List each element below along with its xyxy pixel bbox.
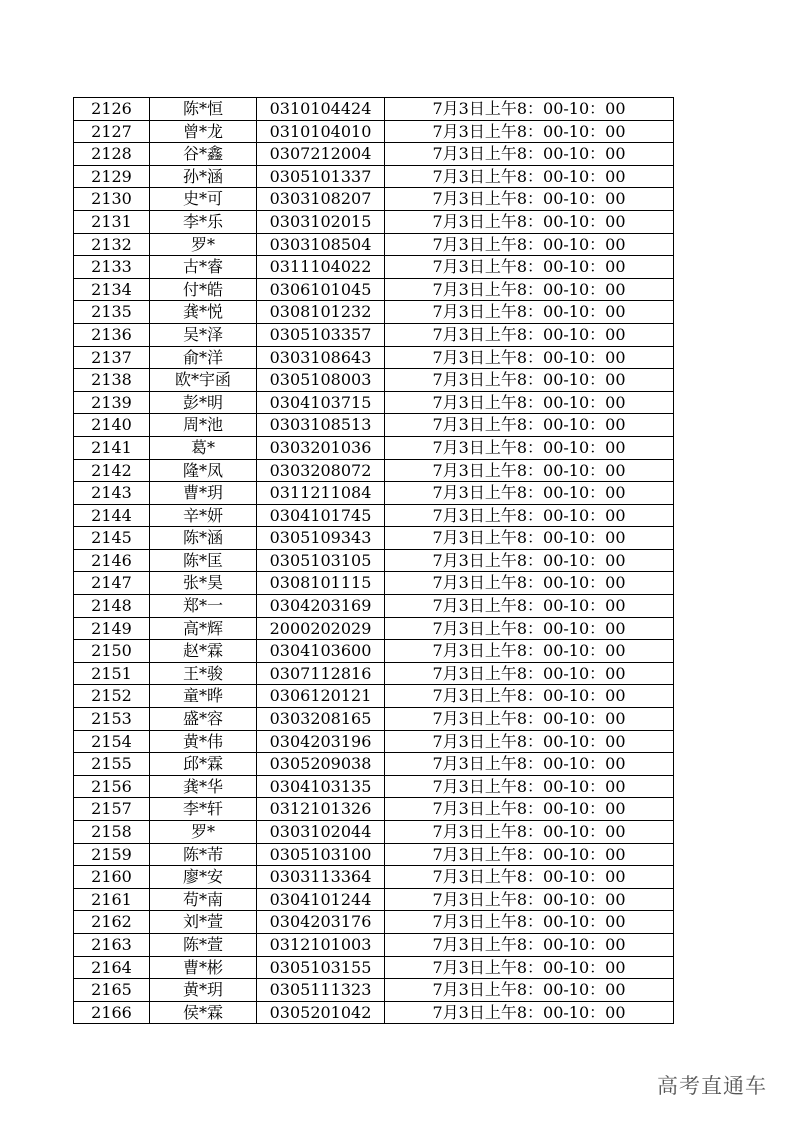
student-id-cell: 0305103105	[257, 549, 385, 572]
table-row	[74, 436, 674, 459]
student-name-cell: 陈*恒	[150, 98, 257, 121]
student-name-cell: 史*可	[150, 188, 257, 211]
student-name-cell: 葛*	[150, 436, 257, 459]
exam-time-cell: 7月3日上午8：00-10：00	[385, 933, 674, 956]
exam-time-cell: 7月3日上午8：00-10：00	[385, 843, 674, 866]
student-name-cell: 陈*匡	[150, 549, 257, 572]
student-id-cell: 0304203169	[257, 595, 385, 618]
row-number-cell: 2154	[74, 730, 150, 753]
table-row	[74, 617, 674, 640]
student-id-cell: 0310104010	[257, 120, 385, 143]
row-number-cell: 2134	[74, 278, 150, 301]
student-id-cell: 0303113364	[257, 866, 385, 889]
student-name-cell: 谷*鑫	[150, 143, 257, 166]
student-name-cell: 曹*玥	[150, 482, 257, 505]
table-row	[74, 753, 674, 776]
row-number-cell: 2152	[74, 685, 150, 708]
student-id-cell: 0305201042	[257, 1001, 385, 1024]
row-number-cell: 2163	[74, 933, 150, 956]
table-row	[74, 979, 674, 1002]
student-id-cell: 0306101045	[257, 278, 385, 301]
exam-time-cell: 7月3日上午8：00-10：00	[385, 572, 674, 595]
student-id-cell: 0303102044	[257, 821, 385, 844]
exam-time-cell: 7月3日上午8：00-10：00	[385, 866, 674, 889]
row-number-cell: 2161	[74, 888, 150, 911]
exam-time-cell: 7月3日上午8：00-10：00	[385, 595, 674, 618]
exam-time-cell: 7月3日上午8：00-10：00	[385, 323, 674, 346]
student-name-cell: 陈*涵	[150, 527, 257, 550]
student-name-cell: 李*乐	[150, 210, 257, 233]
student-id-cell: 0304101745	[257, 504, 385, 527]
row-number-cell: 2153	[74, 708, 150, 731]
student-id-cell: 0304103715	[257, 391, 385, 414]
student-id-cell: 0304203196	[257, 730, 385, 753]
exam-time-cell: 7月3日上午8：00-10：00	[385, 98, 674, 121]
exam-time-cell: 7月3日上午8：00-10：00	[385, 143, 674, 166]
table-row	[74, 482, 674, 505]
student-id-cell: 0304101244	[257, 888, 385, 911]
row-number-cell: 2130	[74, 188, 150, 211]
student-name-cell: 郑*一	[150, 595, 257, 618]
student-name-cell: 辛*妍	[150, 504, 257, 527]
row-number-cell: 2145	[74, 527, 150, 550]
exam-time-cell: 7月3日上午8：00-10：00	[385, 414, 674, 437]
row-number-cell: 2129	[74, 165, 150, 188]
row-number-cell: 2158	[74, 821, 150, 844]
table-row	[74, 1001, 674, 1024]
row-number-cell: 2133	[74, 256, 150, 279]
table-row	[74, 323, 674, 346]
student-id-cell: 0303108643	[257, 346, 385, 369]
table-row	[74, 210, 674, 233]
exam-time-cell: 7月3日上午8：00-10：00	[385, 391, 674, 414]
table-row	[74, 685, 674, 708]
row-number-cell: 2151	[74, 662, 150, 685]
student-id-cell: 0308101232	[257, 301, 385, 324]
table-row	[74, 730, 674, 753]
table-row	[74, 188, 674, 211]
watermark-text: 高考直通车	[657, 1074, 767, 1098]
student-id-cell: 0305103357	[257, 323, 385, 346]
student-name-cell: 龚*华	[150, 775, 257, 798]
student-id-cell: 0304103135	[257, 775, 385, 798]
exam-time-cell: 7月3日上午8：00-10：00	[385, 1001, 674, 1024]
student-id-cell: 0312101003	[257, 933, 385, 956]
student-id-cell: 0303108504	[257, 233, 385, 256]
student-name-cell: 孙*涵	[150, 165, 257, 188]
table-row	[74, 662, 674, 685]
exam-time-cell: 7月3日上午8：00-10：00	[385, 504, 674, 527]
student-name-cell: 俞*洋	[150, 346, 257, 369]
table-row	[74, 933, 674, 956]
exam-time-cell: 7月3日上午8：00-10：00	[385, 210, 674, 233]
exam-time-cell: 7月3日上午8：00-10：00	[385, 549, 674, 572]
student-name-cell: 盛*容	[150, 708, 257, 731]
row-number-cell: 2160	[74, 866, 150, 889]
student-name-cell: 隆*凤	[150, 459, 257, 482]
table-row	[74, 708, 674, 731]
row-number-cell: 2138	[74, 369, 150, 392]
student-id-cell: 0303102015	[257, 210, 385, 233]
student-name-cell: 刘*萱	[150, 911, 257, 934]
row-number-cell: 2156	[74, 775, 150, 798]
exam-time-cell: 7月3日上午8：00-10：00	[385, 640, 674, 663]
student-name-cell: 彭*明	[150, 391, 257, 414]
table-row	[74, 866, 674, 889]
exam-roster-table	[73, 97, 674, 1024]
exam-time-cell: 7月3日上午8：00-10：00	[385, 979, 674, 1002]
student-name-cell: 罗*	[150, 233, 257, 256]
row-number-cell: 2136	[74, 323, 150, 346]
row-number-cell: 2148	[74, 595, 150, 618]
table-row	[74, 414, 674, 437]
student-id-cell: 0305103155	[257, 956, 385, 979]
row-number-cell: 2126	[74, 98, 150, 121]
exam-time-cell: 7月3日上午8：00-10：00	[385, 120, 674, 143]
row-number-cell: 2147	[74, 572, 150, 595]
table-row	[74, 595, 674, 618]
student-id-cell: 0303108207	[257, 188, 385, 211]
exam-time-cell: 7月3日上午8：00-10：00	[385, 708, 674, 731]
student-id-cell: 0308101115	[257, 572, 385, 595]
table-row	[74, 527, 674, 550]
student-id-cell: 0303208165	[257, 708, 385, 731]
exam-time-cell: 7月3日上午8：00-10：00	[385, 685, 674, 708]
student-id-cell: 0305101337	[257, 165, 385, 188]
student-name-cell: 曹*彬	[150, 956, 257, 979]
exam-time-cell: 7月3日上午8：00-10：00	[385, 888, 674, 911]
student-name-cell: 古*睿	[150, 256, 257, 279]
student-name-cell: 罗*	[150, 821, 257, 844]
student-id-cell: 2000202029	[257, 617, 385, 640]
student-id-cell: 0310104424	[257, 98, 385, 121]
student-id-cell: 0303201036	[257, 436, 385, 459]
exam-time-cell: 7月3日上午8：00-10：00	[385, 233, 674, 256]
table-row	[74, 143, 674, 166]
row-number-cell: 2149	[74, 617, 150, 640]
student-name-cell: 吴*泽	[150, 323, 257, 346]
student-name-cell: 曾*龙	[150, 120, 257, 143]
table-row	[74, 888, 674, 911]
exam-time-cell: 7月3日上午8：00-10：00	[385, 459, 674, 482]
exam-time-cell: 7月3日上午8：00-10：00	[385, 165, 674, 188]
exam-time-cell: 7月3日上午8：00-10：00	[385, 730, 674, 753]
student-name-cell: 龚*悦	[150, 301, 257, 324]
exam-time-cell: 7月3日上午8：00-10：00	[385, 798, 674, 821]
table-row	[74, 165, 674, 188]
student-id-cell: 0305108003	[257, 369, 385, 392]
row-number-cell: 2139	[74, 391, 150, 414]
table-row	[74, 278, 674, 301]
student-name-cell: 周*池	[150, 414, 257, 437]
row-number-cell: 2164	[74, 956, 150, 979]
exam-time-cell: 7月3日上午8：00-10：00	[385, 821, 674, 844]
table-row	[74, 391, 674, 414]
row-number-cell: 2128	[74, 143, 150, 166]
table-row	[74, 640, 674, 663]
table-row	[74, 233, 674, 256]
student-name-cell: 苟*南	[150, 888, 257, 911]
row-number-cell: 2159	[74, 843, 150, 866]
student-name-cell: 欧*宇函	[150, 369, 257, 392]
exam-time-cell: 7月3日上午8：00-10：00	[385, 956, 674, 979]
student-name-cell: 黄*玥	[150, 979, 257, 1002]
row-number-cell: 2144	[74, 504, 150, 527]
exam-time-cell: 7月3日上午8：00-10：00	[385, 278, 674, 301]
student-name-cell: 赵*霖	[150, 640, 257, 663]
exam-time-cell: 7月3日上午8：00-10：00	[385, 775, 674, 798]
table-row	[74, 956, 674, 979]
student-id-cell: 0305111323	[257, 979, 385, 1002]
exam-time-cell: 7月3日上午8：00-10：00	[385, 482, 674, 505]
row-number-cell: 2142	[74, 459, 150, 482]
student-name-cell: 张*昊	[150, 572, 257, 595]
table-row	[74, 843, 674, 866]
student-name-cell: 王*骏	[150, 662, 257, 685]
student-name-cell: 陈*芾	[150, 843, 257, 866]
table-row	[74, 504, 674, 527]
exam-time-cell: 7月3日上午8：00-10：00	[385, 346, 674, 369]
student-name-cell: 廖*安	[150, 866, 257, 889]
exam-time-cell: 7月3日上午8：00-10：00	[385, 436, 674, 459]
exam-time-cell: 7月3日上午8：00-10：00	[385, 911, 674, 934]
exam-time-cell: 7月3日上午8：00-10：00	[385, 256, 674, 279]
table-row	[74, 911, 674, 934]
table-row	[74, 120, 674, 143]
table-row	[74, 572, 674, 595]
table-row	[74, 346, 674, 369]
student-id-cell: 0307112816	[257, 662, 385, 685]
exam-time-cell: 7月3日上午8：00-10：00	[385, 301, 674, 324]
row-number-cell: 2131	[74, 210, 150, 233]
roster-body	[74, 98, 674, 1024]
student-name-cell: 黄*伟	[150, 730, 257, 753]
exam-time-cell: 7月3日上午8：00-10：00	[385, 188, 674, 211]
row-number-cell: 2132	[74, 233, 150, 256]
student-id-cell: 0305103100	[257, 843, 385, 866]
row-number-cell: 2155	[74, 753, 150, 776]
student-name-cell: 侯*霖	[150, 1001, 257, 1024]
student-id-cell: 0305109343	[257, 527, 385, 550]
row-number-cell: 2165	[74, 979, 150, 1002]
row-number-cell: 2157	[74, 798, 150, 821]
student-id-cell: 0303108513	[257, 414, 385, 437]
student-id-cell: 0304103600	[257, 640, 385, 663]
exam-time-cell: 7月3日上午8：00-10：00	[385, 662, 674, 685]
table-row	[74, 459, 674, 482]
row-number-cell: 2150	[74, 640, 150, 663]
row-number-cell: 2143	[74, 482, 150, 505]
row-number-cell: 2137	[74, 346, 150, 369]
table-row	[74, 549, 674, 572]
exam-time-cell: 7月3日上午8：00-10：00	[385, 753, 674, 776]
row-number-cell: 2141	[74, 436, 150, 459]
student-name-cell: 童*晔	[150, 685, 257, 708]
student-name-cell: 李*轩	[150, 798, 257, 821]
table-row	[74, 369, 674, 392]
table-row	[74, 798, 674, 821]
student-name-cell: 付*皓	[150, 278, 257, 301]
student-id-cell: 0307212004	[257, 143, 385, 166]
student-name-cell: 邱*霖	[150, 753, 257, 776]
table-row	[74, 301, 674, 324]
table-row	[74, 775, 674, 798]
table-row	[74, 256, 674, 279]
table-row	[74, 821, 674, 844]
student-id-cell: 0303208072	[257, 459, 385, 482]
student-id-cell: 0311104022	[257, 256, 385, 279]
student-id-cell: 0311211084	[257, 482, 385, 505]
student-id-cell: 0304203176	[257, 911, 385, 934]
row-number-cell: 2146	[74, 549, 150, 572]
student-id-cell: 0312101326	[257, 798, 385, 821]
student-id-cell: 0305209038	[257, 753, 385, 776]
student-name-cell: 高*辉	[150, 617, 257, 640]
row-number-cell: 2166	[74, 1001, 150, 1024]
student-name-cell: 陈*萱	[150, 933, 257, 956]
row-number-cell: 2127	[74, 120, 150, 143]
row-number-cell: 2135	[74, 301, 150, 324]
row-number-cell: 2162	[74, 911, 150, 934]
student-id-cell: 0306120121	[257, 685, 385, 708]
exam-time-cell: 7月3日上午8：00-10：00	[385, 617, 674, 640]
exam-time-cell: 7月3日上午8：00-10：00	[385, 527, 674, 550]
row-number-cell: 2140	[74, 414, 150, 437]
exam-time-cell: 7月3日上午8：00-10：00	[385, 369, 674, 392]
table-row	[74, 98, 674, 121]
